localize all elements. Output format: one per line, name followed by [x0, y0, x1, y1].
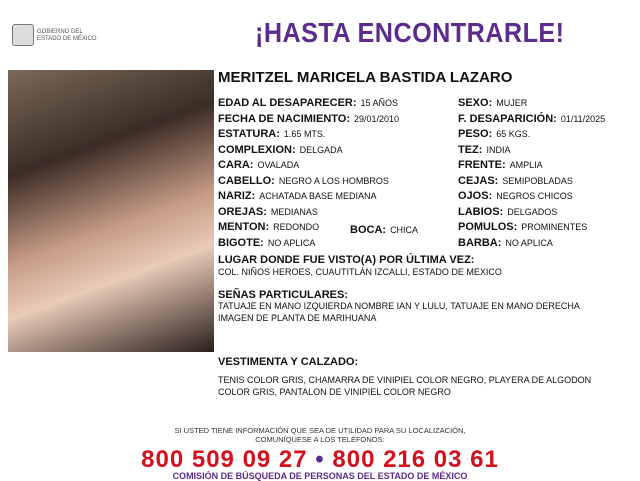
gov-line1: GOBIERNO DEL	[37, 29, 83, 35]
marks-label: SEÑAS PARTICULARES:	[218, 289, 348, 301]
field-value: PROMINENTES	[521, 222, 588, 232]
field-row	[218, 96, 398, 109]
clothing-line1: TENIS COLOR GRIS, CHAMARRA DE VINIPIEL COLOR NEGRO, PLAYERA DE ALGODON	[218, 375, 592, 385]
field-row	[458, 236, 553, 249]
footer-info1: SI USTED TIENE INFORMACIÓN QUE SEA DE UTILIDAD PARA SU LOCALIZACIÓN,	[174, 426, 466, 435]
field-label: COMPLEXION:	[218, 143, 296, 156]
field-row	[458, 143, 510, 156]
footer-info	[0, 426, 640, 444]
person-photo	[8, 70, 214, 352]
field-row	[458, 174, 573, 187]
phone-1: 800 509 09 27	[141, 446, 308, 473]
field-value: ACHATADA BASE MEDIANA	[259, 191, 377, 201]
field-label: OJOS:	[458, 190, 493, 202]
gov-name	[37, 29, 97, 43]
field-value: AMPLIA	[509, 160, 543, 170]
field-label: PESO:	[458, 128, 493, 140]
field-value: CHICA	[390, 225, 419, 235]
gov-logo	[12, 24, 34, 46]
field-row	[458, 127, 530, 140]
field-value: DELGADA	[299, 144, 343, 155]
field-value: MEDIANAS	[270, 206, 318, 217]
field-boca	[350, 223, 418, 236]
field-row	[218, 143, 343, 156]
field-value: 29/01/2010	[354, 113, 400, 124]
phones	[0, 446, 640, 474]
field-row	[218, 112, 399, 125]
phone-2: 800 216 03 61	[332, 446, 499, 473]
field-value: DELGADOS	[507, 206, 558, 217]
clothing-label: VESTIMENTA Y CALZADO:	[218, 356, 359, 368]
field-value: NEGROS CHICOS	[496, 191, 573, 201]
clothing-line2: COLOR GRIS, PANTALON DE VINIPIEL COLOR NEGRO	[218, 387, 451, 397]
field-row	[218, 127, 325, 140]
field-label: NARIZ:	[218, 190, 256, 202]
field-label: F. DESAPARICIÓN:	[458, 112, 557, 125]
field-row	[218, 158, 299, 171]
field-label: CABELLO:	[218, 174, 275, 187]
field-row	[458, 112, 605, 125]
marks-line2: IMAGEN DE PLANTA DE MARIHUANA	[218, 313, 377, 323]
field-row	[218, 174, 389, 187]
field-value: NO APLICA	[267, 237, 316, 248]
field-value: NO APLICA	[505, 237, 553, 248]
field-row	[458, 205, 557, 218]
field-row	[218, 220, 319, 233]
field-value: 15 AÑOS	[360, 98, 399, 108]
field-label: TEZ:	[458, 143, 483, 156]
field-label: EDAD AL DESAPARECER:	[218, 97, 357, 109]
field-label: BARBA:	[458, 236, 502, 249]
field-label: SEXO:	[458, 97, 493, 109]
footer-info2: COMUNÍQUESE A LOS TELÉFONOS:	[255, 435, 385, 444]
field-row	[458, 96, 527, 109]
field-value: 1.65 MTS.	[283, 129, 326, 139]
field-label: FECHA DE NACIMIENTO:	[218, 112, 350, 125]
field-value: 65 KGS.	[496, 129, 531, 139]
separator-dot: •	[315, 446, 325, 473]
field-label: MENTON:	[218, 221, 270, 233]
field-label: CEJAS:	[458, 174, 499, 187]
field-label: CARA:	[218, 159, 254, 171]
field-row	[458, 189, 573, 202]
field-label: BOCA:	[350, 224, 387, 236]
gov-line2: ESTADO DE MÉXICO	[37, 36, 97, 42]
person-name: MERITZEL MARICELA BASTIDA LAZARO	[218, 69, 513, 86]
field-row	[218, 205, 318, 218]
field-value: REDONDO	[273, 222, 320, 232]
agency-name: COMISIÓN DE BÚSQUEDA DE PERSONAS DEL ESTADO DE MÉXICO	[172, 471, 468, 481]
field-label: LABIOS:	[458, 205, 504, 218]
field-value: NEGRO A LOS HOMBROS	[278, 175, 389, 186]
field-value: INDIA	[486, 144, 511, 155]
field-label: BIGOTE:	[218, 236, 264, 249]
field-value: 01/11/2025	[560, 113, 606, 124]
field-value: MUJER	[496, 98, 528, 108]
field-row	[218, 189, 376, 202]
field-row	[458, 220, 587, 233]
field-value: OVALADA	[257, 160, 300, 170]
field-value: SEMIPOBLADAS	[502, 175, 573, 186]
field-row	[218, 236, 315, 249]
field-label: OREJAS:	[218, 205, 267, 218]
page-title: ¡HASTA ENCONTRARLE!	[255, 17, 565, 48]
last-seen-value: COL. NIÑOS HEROES, CUAUTITLÁN IZCALLI, ESTADO DE MEXICO	[218, 267, 502, 277]
field-label: ESTATURA:	[218, 128, 280, 140]
last-seen-label: LUGAR DONDE FUE VISTO(A) POR ÚLTIMA VEZ:	[218, 254, 475, 266]
field-label: POMULOS:	[458, 221, 518, 233]
marks-line1: TATUAJE EN MANO IZQUIERDA NOMBRE IAN Y LULU, TATUAJE EN MANO DERECHA	[218, 301, 580, 311]
field-label: FRENTE:	[458, 159, 506, 171]
field-row	[458, 158, 543, 171]
